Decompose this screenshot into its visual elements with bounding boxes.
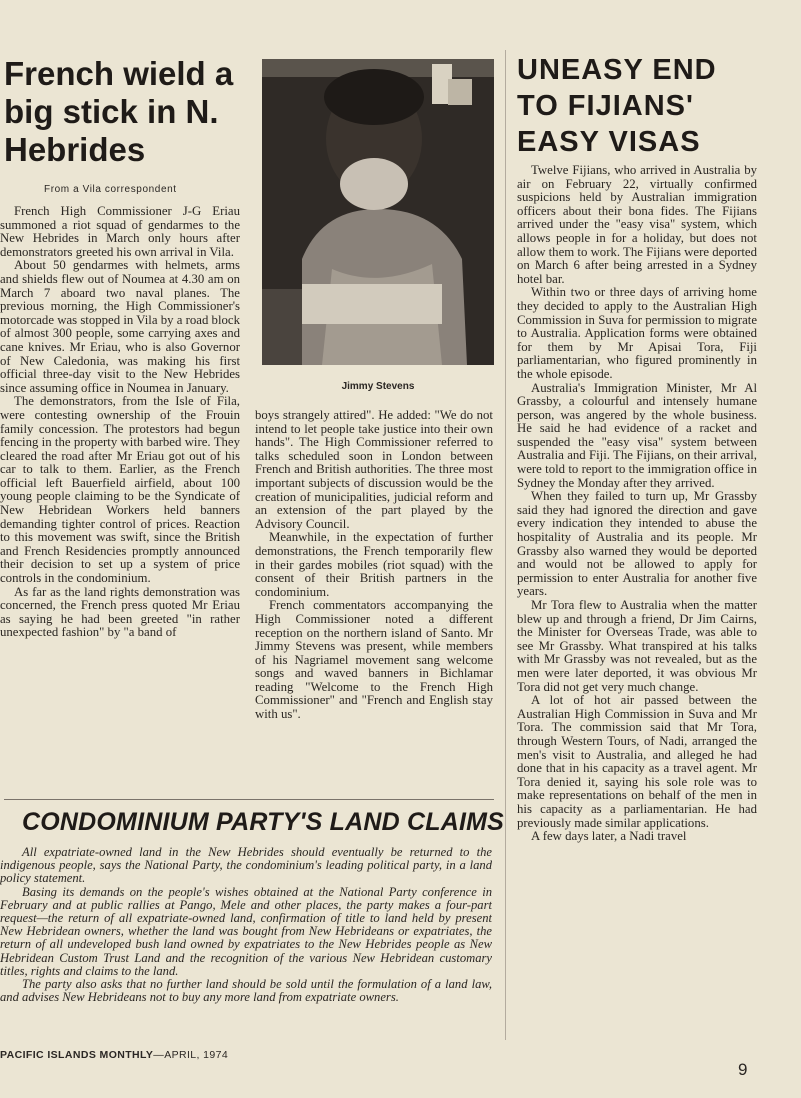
- box-headline: CONDOMINIUM PARTY'S LAND CLAIMS: [22, 808, 505, 836]
- publication-footer: [0, 1049, 300, 1061]
- article-paragraph: Within two or three days of arriving home they decided to apply to the Australian High Commission in Suva for permission to migrate to Australia. Application forms were obtained for them by Mr Apisai Tora, Fiji parliamentarian, who figured prominently in the whole episode.: [517, 285, 757, 381]
- article-paragraph: Mr Tora flew to Australia when the matter blew up and through a friend, Dr Jim Cairns, the Minister for Overseas Trade, was able to see Mr Grassby. What transpired at his talks with Mr Grassby was not revealed, but as the men were later deported, it was obvious Mr Tora did not get very much change.: [517, 598, 757, 694]
- column-divider: [505, 50, 506, 1040]
- portrait-photo: [262, 59, 494, 365]
- portrait-image: [262, 59, 494, 365]
- sidebar-headline: UNEASY END TO FIJIANS' EASY VISAS: [517, 54, 717, 158]
- box-divider: [4, 799, 494, 800]
- article-column-1: [0, 205, 240, 790]
- publication-name: PACIFIC ISLANDS MONTHLY: [0, 1049, 154, 1061]
- photo-caption: Jimmy Stevens: [341, 381, 415, 392]
- box-paragraph: All expatriate-owned land in the New Hebrides should eventually be returned to the indigenous people, says the National Party, the condominium's leading political party, in a land policy statement.: [0, 846, 492, 886]
- article-paragraph: Meanwhile, in the expectation of further demonstrations, the French temporarily flew in their gardes mobiles (riot squad) with the consent of their British partners in the condominium.: [255, 530, 493, 599]
- article-paragraph: The demonstrators, from the Isle of Fila, were contesting ownership of the Frouin family concession. The protestors had begun fencing in the property with barbed wire. They cleared the road after Mr Eriau got out of his car to talk to them. Earlier, as the French official left Bauerfield airfield, about 100 young people claiming to be the Syndicate of New Hebridean Workers held banners demanding tighter control of prices. Reaction to this movement was swift, since the British and French Residencies promptly announced their decision to set up a system of price controls in the condominium.: [0, 394, 240, 586]
- article-column-3: [517, 164, 757, 1044]
- article-paragraph: Twelve Fijians, who arrived in Australia by air on February 22, virtually confirmed suspicions held by Australian immigration officers about their bona fides. The Fijians arrived under the "easy visa" system, which allows people in for a holiday, but does not allow them to work. The Fijians were deported on March 6 after being arrested in a Sydney hotel bar.: [517, 164, 757, 286]
- issue-date: —APRIL, 1974: [153, 1049, 229, 1061]
- article-paragraph: About 50 gendarmes with helmets, arms and shields flew out of Noumea at 4.30 am on March 7 aboard two naval planes. The previous morning, the High Commissioner's motorcade was stopped in Vila by a road block of almost 300 people, some carrying axes and cane knives. Mr Eriau, who is also Governor of New Caledonia, was making his first official three-day visit to the New Hebrides since assuming office in Noumea in January.: [0, 258, 240, 395]
- box-body: [0, 846, 492, 1039]
- box-paragraph: Basing its demands on the people's wishes obtained at the National Party conference in February and at public rallies at Pango, Mele and other places, the party makes a four-part request—the return of all expatriate-owned land, confirmation of title to land held by present New Hebridean owners, whether the land was bought from New Hebrideans or expatriates, the return of all undeveloped bush land owned by expatriates to the New Hebrides people as New Hebridean Custom Trust Land and the recognition of the various New Hebridean customary titles, rights and claims to the land.: [0, 884, 492, 978]
- article-paragraph: French High Commissioner J-G Eriau summoned a riot squad of gendarmes to the New Hebrides in March only hours after demonstrators greeted his own arrival in Vila.: [0, 205, 240, 259]
- article-paragraph: A few days later, a Nadi travel: [531, 829, 687, 844]
- article-column-2: [255, 409, 493, 789]
- article-paragraph: A lot of hot air passed between the Australian High Commission in Suva and Mr Tora. The commission said that Mr Tora, through Western Tours, of Nadi, arranged the men's visit to Australia, and alleged he had done that in his capacity as a travel agent. Mr Tora denied it, saying his sole role was to make representations on behalf of the men in his capacity as a parliamentarian. He had previously made similar applications.: [517, 693, 757, 830]
- article-byline: From a Vila correspondent: [44, 184, 177, 195]
- article-paragraph: When they failed to turn up, Mr Grassby said they had ignored the direction and gave every indication they intended to abuse the hospitality of Australia and its people. Mr Grassby also warned they would be deported and would not be allowed to apply for permission to enter Australia for another five years.: [517, 489, 757, 599]
- article-paragraph: Australia's Immigration Minister, Mr Al Grassby, a colourful and intensely humane person, was angered by the whole business. He said he had evidence of a racket and suspended the "easy visa" system between Australia and Fiji. The Fijians, on their arrival, were told to report to the immigration office in Sydney the Monday after they arrived.: [517, 380, 757, 490]
- article-paragraph: As far as the land rights demonstration was concerned, the French press quoted Mr Eriau as saying he had been greeted "in rather unexpected fashion" by "a band of: [0, 584, 240, 640]
- article-paragraph: French commentators accompanying the High Commissioner noted a different reception on the northern island of Santo. Mr Jimmy Stevens was present, while members of his Nagriamel movement sang welcome songs and waved banners in Bichlamar reading "Welcome to the French High Commissioner" and "French and English stay with us".: [255, 598, 493, 722]
- article-paragraph: boys strangely attired". He added: "We do not intend to let people take justice into their own hands". The High Commissioner referred to talks scheduled soon in London between French and British authorities. The three most important subjects of discussion would be the creation of municipalities, judicial reform and an extension of the part played by the Advisory Council.: [255, 409, 493, 531]
- box-paragraph: The party also asks that no further land should be sold until the formulation of a land law, and advises New Hebrideans not to buy any more land from expatriate owners.: [0, 977, 492, 1005]
- article-headline: French wield a big stick in N. Hebrides: [4, 55, 234, 168]
- page-number: 9: [738, 1060, 748, 1079]
